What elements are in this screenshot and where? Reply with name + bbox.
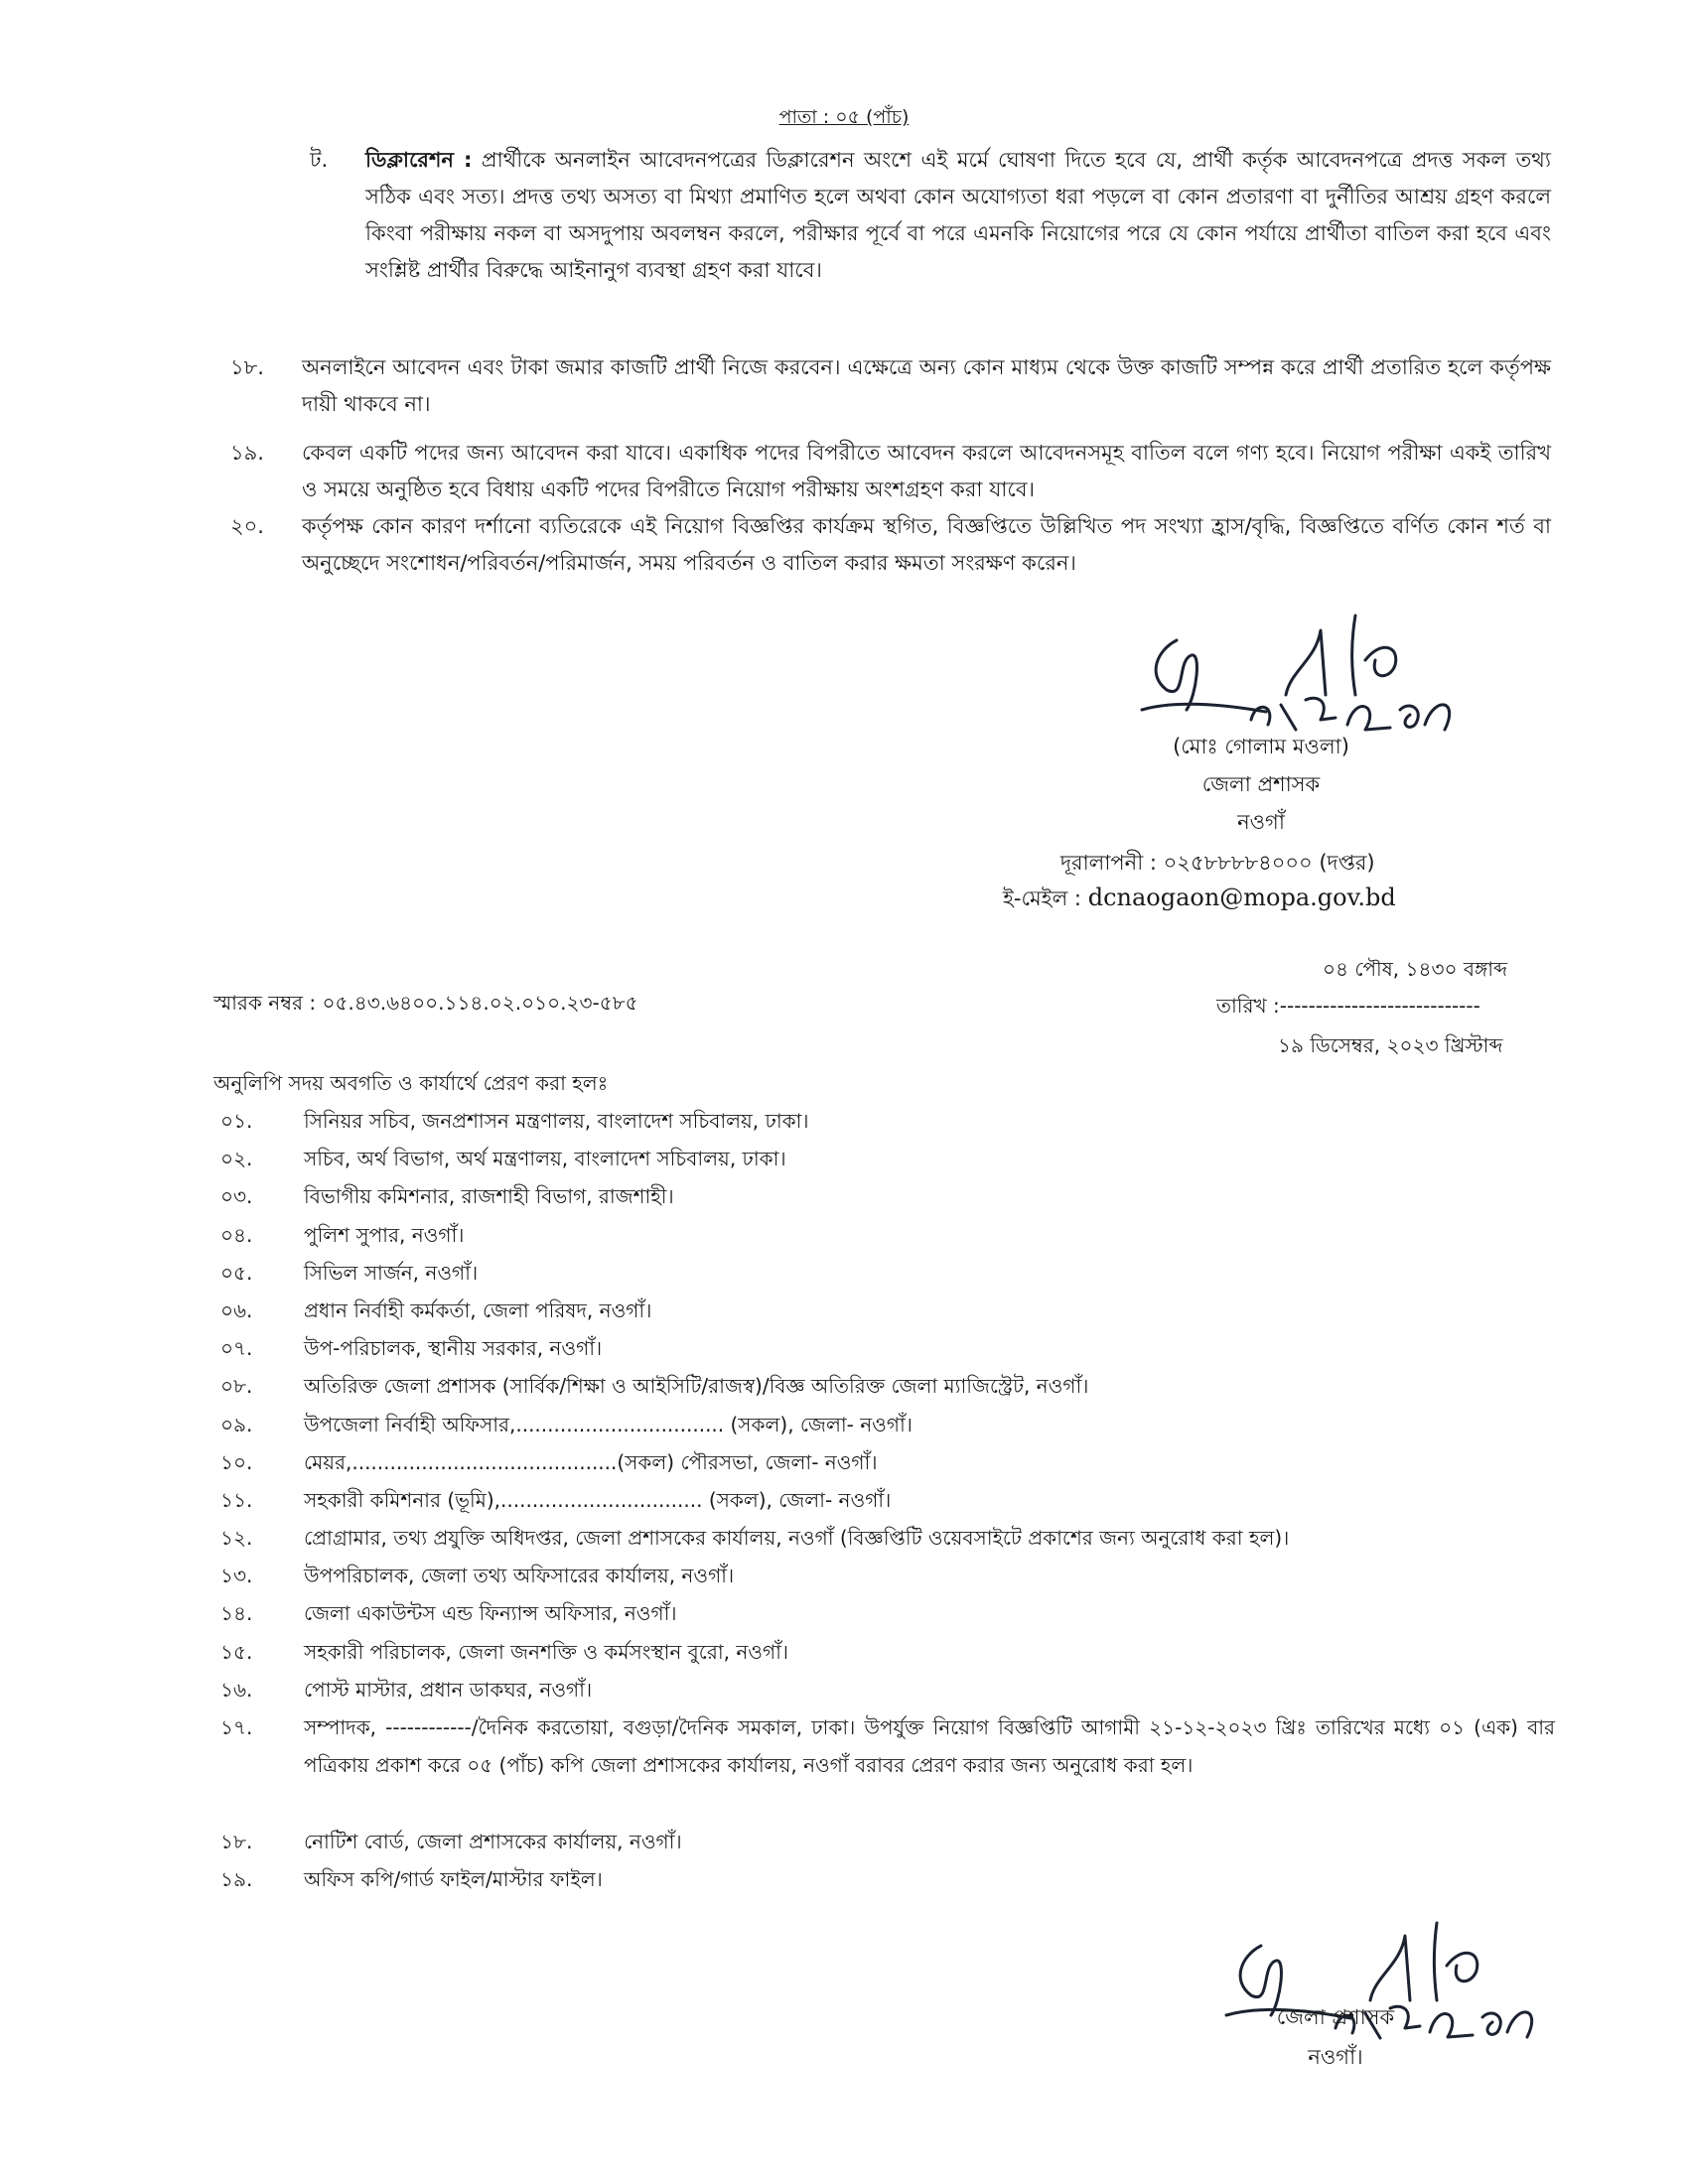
cc-item-17 [220, 1708, 1555, 1823]
cc-text: সহকারী পরিচালক, জেলা জনশক্তি ও কর্মসংস্থান বুরো, নওগাঁ। [304, 1639, 789, 1664]
cc-number: ১১. [220, 1487, 253, 1512]
cc-number: ০৮. [220, 1374, 253, 1399]
cc-heading: অনুলিপি সদয় অবগতি ও কার্যার্থে প্রেরণ করা হলঃ [213, 1071, 609, 1095]
cc-number: ০৬. [220, 1297, 253, 1322]
signatory-block [1062, 728, 1460, 841]
page-number: পাতা : ০৫ (পাঁচ) [778, 106, 910, 128]
date-label: তারিখ :---------------------------- [1216, 994, 1480, 1018]
cc-text: সিভিল সার্জন, নওগাঁ। [304, 1260, 479, 1285]
cc-item-10 [220, 1443, 1555, 1481]
cc-item-18 [220, 1823, 1555, 1860]
cc-item-04 [220, 1216, 1555, 1254]
cc-number: ১৫. [220, 1639, 253, 1664]
cc-item-11 [220, 1481, 1555, 1519]
cc-item-12 [220, 1519, 1555, 1557]
cc-item-09 [220, 1406, 1555, 1443]
cc-number: ১৭. [220, 1715, 253, 1739]
cc-item-06 [220, 1292, 1555, 1329]
cc-number: ১২. [220, 1526, 253, 1551]
declaration-clause [310, 142, 1551, 331]
clause-19 [230, 435, 1551, 510]
cc-number: ১৪. [220, 1601, 253, 1626]
clause-text: কেবল একটি পদের জন্য আবেদন করা যাবে। একাধিক পদের বিপরীতে আবেদন করলে আবেদনসমূহ বাতিল বলে গণ্য হবে। নিয়োগ পরীক্ষা একই তারিখ ও সময়ে অনুষ্ঠিত হবে বিধায় একটি পদের বিপরীতে নিয়োগ পরীক্ষায় অংশগ্রহণ করা যাবে। [302, 441, 1551, 501]
cc-item-14 [220, 1594, 1555, 1632]
clause-18 [230, 349, 1551, 425]
cc-text: অফিস কপি/গার্ড ফাইল/মাস্টার ফাইল। [304, 1866, 603, 1891]
cc-number: ০৩. [220, 1184, 253, 1209]
clause-number: ১৮. [230, 355, 264, 379]
cc-number: ০৫. [220, 1260, 253, 1285]
bottom-signatory-block [1187, 1997, 1484, 2077]
cc-item-19 [220, 1860, 1555, 1898]
cc-text: উপ-পরিচালক, স্থানীয় সরকার, নওগাঁ। [304, 1336, 603, 1361]
cc-item-16 [220, 1671, 1555, 1708]
signatory-email: dcnaogaon@mopa.gov.bd [1087, 884, 1396, 911]
cc-text: মেয়র,..........................................(সকল) পৌরসভা, জেলা- নওগাঁ। [304, 1449, 878, 1474]
bottom-signatory-district: নওগাঁ। [1308, 2045, 1363, 2069]
cc-text: সচিব, অর্থ বিভাগ, অর্থ মন্ত্রণালয়, বাংলাদেশ সচিবালয়, ঢাকা। [304, 1147, 786, 1171]
bottom-signatory-designation: জেলা প্রশাসক [1276, 2005, 1395, 2029]
cc-text: উপজেলা নির্বাহী অফিসার,................................. (সকল), জেলা- নওগাঁ। [304, 1412, 913, 1436]
cc-list [220, 1102, 1555, 1898]
date-bangla: ০৪ পৌষ, ১৪৩০ বঙ্গাব্দ [1323, 957, 1508, 981]
cc-text: পুলিশ সুপার, নওগাঁ। [304, 1222, 465, 1247]
cc-item-08 [220, 1367, 1555, 1405]
cc-item-15 [220, 1633, 1555, 1671]
cc-item-05 [220, 1254, 1555, 1292]
cc-text: বিভাগীয় কমিশনার, রাজশাহী বিভাগ, রাজশাহী। [304, 1184, 674, 1209]
cc-text: সিনিয়র সচিব, জনপ্রশাসন মন্ত্রণালয়, বাংলাদেশ সচিবালয়, ঢাকা। [304, 1109, 809, 1133]
memo-number: স্মারক নম্বর : ০৫.৪৩.৬৪০০.১১৪.০২.০১০.২৩-৫৮৫ [213, 991, 638, 1015]
declaration-letter: ট. [310, 148, 329, 172]
cc-number: ১০. [220, 1449, 253, 1474]
cc-number: ১৬. [220, 1677, 253, 1702]
cc-item-01 [220, 1102, 1555, 1140]
cc-item-13 [220, 1557, 1555, 1594]
declaration-text: প্রার্থীকে অনলাইন আবেদনপত্রের ডিক্লারেশন অংশে এই মর্মে ঘোষণা দিতে হবে যে, প্রার্থী কর্তৃক আবেদনপত্রে প্রদত্ত সকল তথ্য সঠিক এবং সত্য। প্রদত্ত তথ্য অসত্য বা মিথ্যা প্রমাণিত হলে অথবা কোন অযোগ্যতা ধরা পড়লে বা কোন প্রতারণা বা দুর্নীতির আশ্রয় গ্রহণ করলে কিংবা পরীক্ষায় নকল বা অসদুপায় অবলম্বন করলে, পরীক্ষার পূর্বে বা পরে এমনকি নিয়োগের পরে যে কোন পর্যায়ে প্রার্থীতা বাতিল করা হবে এবং সংশ্লিষ্ট প্রার্থীর বিরুদ্ধে আইনানুগ ব্যবস্থা গ্রহণ করা যাবে। [365, 148, 1551, 282]
cc-number: ১৩. [220, 1564, 253, 1588]
cc-text: সহকারী কমিশনার (ভূমি),................................ (সকল), জেলা- নওগাঁ। [304, 1487, 892, 1512]
cc-item-02 [220, 1140, 1555, 1177]
signatory-name: (মোঃ গোলাম মওলা) [1173, 735, 1349, 758]
cc-text: নোটিশ বোর্ড, জেলা প্রশাসকের কার্যালয়, নওগাঁ। [304, 1829, 682, 1853]
cc-number: ০১. [220, 1109, 253, 1133]
date-english: ১৯ ডিসেম্বর, ২০২৩ খ্রিস্টাব্দ [1278, 1033, 1503, 1057]
cc-text: উপপরিচালক, জেলা তথ্য অফিসারের কার্যালয়, নওগাঁ। [304, 1564, 735, 1588]
cc-number: ০৯. [220, 1412, 253, 1436]
signatory-phone: দূরালাপনী : ০২৫৮৮৮৮৪০০০ (দপ্তর) [1060, 851, 1375, 875]
cc-text: প্রোগ্রামার, তথ্য প্রযুক্তি অধিদপ্তর, জেলা প্রশাসকের কার্যালয়, নওগাঁ (বিজ্ঞপ্তিটি ওয়েবসাইটে প্রকাশের জন্য অনুরোধ করা হল)। [304, 1526, 1290, 1551]
cc-text: প্রধান নির্বাহী কর্মকর্তা, জেলা পরিষদ, নওগাঁ। [304, 1297, 652, 1322]
cc-item-07 [220, 1329, 1555, 1367]
signatory-designation: জেলা প্রশাসক [1201, 772, 1321, 796]
cc-text: জেলা একাউন্টস এন্ড ফিন্যান্স অফিসার, নওগাঁ। [304, 1601, 677, 1626]
cc-item-03 [220, 1177, 1555, 1215]
clause-number: ১৯. [230, 441, 264, 465]
cc-text: সম্পাদক, ------------/দৈনিক করতোয়া, বগুড়া/দৈনিক সমকাল, ঢাকা। উপর্যুক্ত নিয়োগ বিজ্ঞপ্তিটি আগামী ২১-১২-২০২৩ খ্রিঃ তারিখের মধ্যে ০১ (এক) বার পত্রিকায় প্রকাশ করে ০৫ (পাঁচ) কপি জেলা প্রশাসকের কার্যালয়, নওগাঁ বরাবর প্রেরণ করার জন্য অনুরোধ করা হল। [304, 1715, 1555, 1778]
cc-number: ০৪. [220, 1222, 253, 1247]
cc-text: পোস্ট মাস্টার, প্রধান ডাকঘর, নওগাঁ। [304, 1677, 593, 1702]
clause-number: ২০. [230, 514, 264, 538]
clause-text: কর্তৃপক্ষ কোন কারণ দর্শানো ব্যতিরেকে এই নিয়োগ বিজ্ঞপ্তির কার্যক্রম স্থগিত, বিজ্ঞপ্তিতে উল্লিখিত পদ সংখ্যা হ্রাস/বৃদ্ধি, বিজ্ঞপ্তিতে বর্ণিত কোন শর্ত বা অনুচ্ছেদে সংশোধন/পরিবর্তন/পরিমার্জন, সময় পরিবর্তন ও বাতিল করার ক্ষমতা সংরক্ষণ করেন। [302, 514, 1551, 575]
signatory-email-line [1003, 879, 1396, 917]
cc-text: অতিরিক্ত জেলা প্রশাসক (সার্বিক/শিক্ষা ও আইসিটি/রাজস্ব)/বিজ্ঞ অতিরিক্ত জেলা ম্যাজিস্ট্রেট, নওগাঁ। [304, 1374, 1089, 1399]
declaration-title: ডিক্লারেশন : [365, 148, 473, 172]
clause-text: অনলাইনে আবেদন এবং টাকা জমার কাজটি প্রার্থী নিজে করবেন। এক্ষেত্রে অন্য কোন মাধ্যম থেকে উক্ত কাজটি সম্পন্ন করে প্রার্থী প্রতারিত হলে কর্তৃপক্ষ দায়ী থাকবে না। [302, 355, 1551, 416]
cc-number: ০৭. [220, 1336, 253, 1361]
cc-number: ১৮. [220, 1829, 253, 1853]
email-label: ই-মেইল : [1003, 887, 1082, 910]
cc-number: ০২. [220, 1147, 253, 1171]
signatory-district: নওগাঁ [1237, 810, 1285, 834]
cc-number: ১৯. [220, 1866, 253, 1891]
